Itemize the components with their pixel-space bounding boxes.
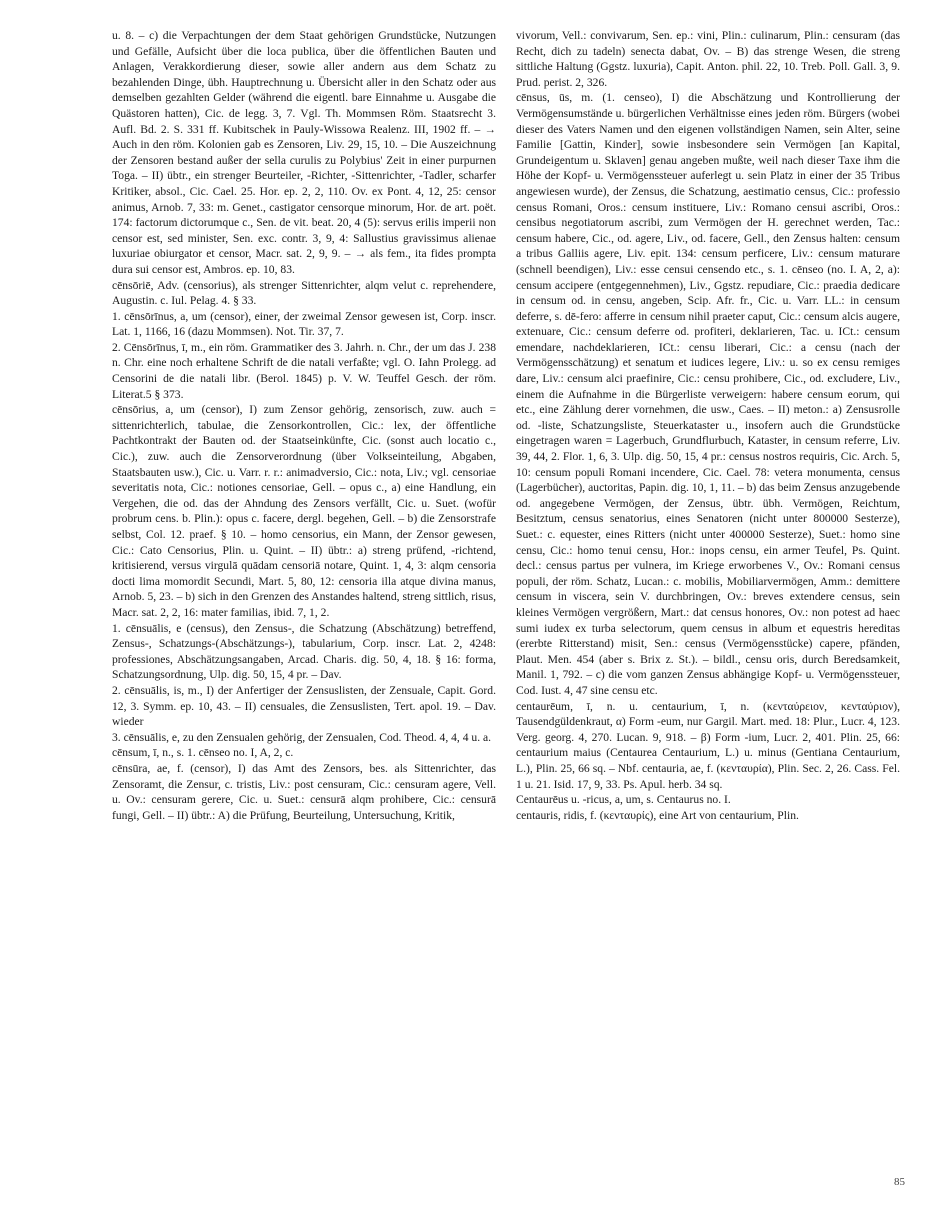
entry-censualis-3: 3. cēnsuālis, e, zu den Zensualen gehörig, der Zensualen, Cod. Theod. 4, 4, 4 u. a. [112,730,492,744]
entry-censura: cēnsūra, ae, f. (censor), I) das Amt des Zensors, bes. als Sittenrichter, das Zensoramt, die Zensur, c. tristis, Liv.: post censuram, Cic.: censuram agere, Vell. u. Ov.: censuram gerere, Cic. u. Suet.: censurā alqm prohibere, Cic.: censurā fungi, Gell. – II) übtr.: A) die Prüfung, Beurteilung, Untersuchung, Kritik, [112,761,496,822]
entry-censualis-2: 2. cēnsuālis, is, m., I) der Anfertiger der Zensuslisten, der Zensuale, Capit. Gord. 12, 3. Symm. ep. 10, 43. – II) censuales, die Zensuslisten, Tert. apol. 19. – Dav. wieder [112,683,496,729]
entry-censualis-1: 1. cēnsuālis, e (census), den Zensus-, die Schatzung (Abschätzung) betreffend, Zensus-, Schatzungs-(Abschätzungs-), tabularium, Corp. inscr. Lat. 2, 4248: professiones, Abschätzungsangaben, Arcad. Charis. dig. 50, 4, 18. § 16: forma, Schatzungsordnung, Ulp. dig. 50, 15, 4 pr. – Dav. [112,621,496,682]
entry-censor-continued: u. 8. – c) die Verpachtungen der dem Staat gehörigen Grundstücke, Nutzungen und Gefälle, Aufsicht über die loca publica, über die öffentlichen Bauten und Anlagen, Verakkordierung dieser, sowie aller andern aus dem Schatz zu bezahlenden Dinge, übh. Hauptrechnung u. Übersicht aller in den Schatz oder aus demselben gezahlten Gelder (während die eigentl. bare Einnahme u. Ausgabe die Quästoren hatten), Cic. de legg. 3, 7. Vgl. Th. Mommsen Röm. Staatsrecht 3. Aufl. Bd. 2. S. 331 ff. Kubitschek in Pauly-Wissowa Realenz. III, 1902 ff. – → Auch in den röm. Kolonien gab es Zensoren, Liv. 29, 15, 10. – Die Auszeichnung der Zensoren bestand außer der sella curulis zu Polybius' Zeit in einer purpurnen Toga. – II) übtr., ein strenger Beurteiler, -Richter, -Sittenrichter, -Tadler, scharfer Kritiker, absol., Cic. Cael. 25. Hor. ep. 2, 2, 110. Ov. ex Pont. 4, 12, 25: censor animus, Arnob. 7, 33: m. Genet., castigator censorque minorum, Hor. de art. poët. 174: factorum dictorumque c., Sen. de vit. beat. 20, 4 (5): servus erilis imperii non censor est, sed minister, Sen. exc. contr. 3, 9, 4: Sallustius gravissimus alienae luxuriae obiurgator et censor, Macr. sat. 2, 9, 9. – → als fem., ita fides prompta dura sui censor est, Ambros. ep. 10, 83. [112,29,496,276]
entry-censura-continued: vivorum, Vell.: convivarum, Sen. ep.: vini, Plin.: culinarum, Plin.: censuram (das Recht, dich zu tadeln) senecta dabat, Ov. – B) das strenge Wesen, die streng sittliche Haltung (Ggstz. luxuria), Capit. Anton. phil. 22, 10. Treb. Poll. Gall. 3, 9. Prud. perist. 2, 326. [516,29,900,89]
left-column [112,28,496,1178]
entry-centaureus: Centaurēus u. -ricus, a, um, s. Centaurus no. I. [516,793,731,807]
entry-censorinus-2: 2. Cēnsōrīnus, ī, m., ein röm. Grammatiker des 3. Jahrh. n. Chr., der um das J. 238 n. Chr. eine noch erhaltene Schrift de die natali verfaßte; vgl. O. Iahn Prolegg. ad Censorini de die natali libr. (Berol. 1845) p. V. W. Teuffel Gesch. der röm. Literat.5 § 373. [112,340,496,401]
entry-census: cēnsus, ūs, m. (1. censeo), I) die Abschätzung und Kontrollierung der Vermögensumstände u. bürgerlichen Verhältnisse eines jeden röm. Bürgers (wobei dieser des Vaters Namen und den eigenen vollständigen Namen, sein Alter, seine Familie [Gattin, Kinder], sowie insbesondere sein Vermögen [an Kapital, Grundeigentum u. Sklaven] genau angeben mußte, weil nach dieser Taxe ihm die Höhe der Kopf- u. Vermögenssteuer auferlegt u. sein Platz in einer der 35 Tribus angewiesen wurde), der Zensus, die Schatzung, aestimatio census, Cic.: professio census Romani, Oros.: censum instituere, Liv.: Romano censui ascribi, Oros.: censibus negotiatorum ascribi, zum Vermögen der H. gerechnet werden, Tac.: censum habere, Cic., od. agere, Liv., od. facere, Gell., den Zensus halten: censum a tribus Galliis agere, Liv. epit. 134: censum perficere, Liv.: censum maturare (schnell beendigen), Liv.: esse censui censendo etc., s. 1. cēnseo (no. I. A, 2, a): censum accipere (entgegennehmen), Liv., Ggstz. repudiare, Cic.: praedia dedicare in censum od. in censu, angeben, Scip. Afr. fr., Cic. u. Varr. LL.: in censum deferre, s. dē-fero: afferre in censum nihil praeter caput, Cic.: censum alcis augere, extenuare, Cic.: censum deferre od. profiteri, deklarieren, Tac. u. ICt.: censum emendare, nachdeklarieren, ICt.: censu liberari, Cic.: a censu (nach der Vermögensschätzung) et senatum et iudices legere, Liv.: u. so ex censu remiges dare, Liv.: censum alci praefinire, Cic.: censu prohibere, Cic., od. excludere, Liv., einem die Aufnahme in die Bürgerliste verweigern: habere censum eorum, qui etc., eine Zählung derer vornehmen, die usw., Caes. – II) meton.: a) Zensusrolle od. -liste, Schatzungsliste, Steuerkataster u., insofern auch die Grundstücke eingetragen waren = Lagerbuch, Grundflurbuch, Kataster, in censum referre, Liv. 39, 44, 2. Flor. 1, 6, 3. Ulp. dig. 50, 15, 4 pr.: census nostros requiris, Cic. Arch. 5, 10: censum populi Romani incendere, Cic. Cael. 78: vetera monumenta, census (Lagerbücher), auctoritas, Papin. dig. 10, 1, 11. – b) das beim Zensus anzugebende od. angegebene Vermögen, der Zensus, übtr. übh. Vermögen, Reichtum, Besitztum, census senatorius, eines Senatoren (nicht unter 800000 Sesterze), Suet.: c. equester, eines Ritters (nicht unter 400000 Sesterze), Suet.: homo sine censu, Cic.: homo tenui censu, Hor.: inops censu, ein armer Teufel, Ps. Quint. decl.: census partus per vulnera, im Kriege erworbenes V., Ov.: Romani census populi, der röm. Schatz, Lucan.: c. mobilis, Mobiliarvermögen, Amm.: demittere censum in viscera, sein V. durchbringen, Ov.: breves extendere census, sein kleines Vermögen vergrößern, Mart.: dat census honores, Ov.: non potest ad haec sumi iudex ex turba selectorum, quem census in album et equestris hereditas (ererbte Ritterstand) misit, Sen.: census (Vermögensstücke) capere, pfänden, Plaut. Men. 454 (aber s. Brix z. St.). – bildl., censu oris, durch Beredsamkeit, Manil. 1, 792. – c) die vom ganzen Zensus abhängige Kopf- u. Vermögenssteuer, Cod. Iust. 4, 47 sine censu etc. [516,91,900,697]
entry-censorie: cēnsōriē, Adv. (censorius), als strenger Sittenrichter, alqm velut c. reprehendere, Augustin. c. Iul. Pelag. 4. § 33. [112,278,496,308]
entry-censum: cēnsum, ī, n., s. 1. cēnseo no. I, A, 2, c. [112,746,294,760]
entry-centaureum: centaurēum, ī, n. u. centaurium, ī, n. (κενταύρειον, κενταύριον), Tausendgüldenkraut, α) Form -eum, nur Gargil. Mart. med. 18: Plur., Lucr. 4, 123. Verg. georg. 4, 270. Lucan. 9, 918. – β) Form -ium, Lucr. 2, 401. Plin. 25, 66: centaurium maius (Centaurea Centaurium, L.) u. minus (Gentiana Centaurium, L.), Plin. 25, 66 sq. – Nbf. centauria, ae, f. (κενταυρία), Plin. Sec. 2, 26. Cass. Fel. 1 u. 21. Isid. 17, 9, 33. Ps. Apul. herb. 34 sq. [516,699,900,791]
entry-centauris: centauris, ridis, f. (κενταυρίς), eine Art von centaurium, Plin. [516,808,799,822]
entry-censorius: cēnsōrius, a, um (censor), I) zum Zensor gehörig, zensorisch, zuw. auch = sittenrichterlich, tabulae, die Zensorkontrollen, Cic.: lex, der öffentliche Pachtkontrakt der Bauten od. der Staatseinkünfte, Cic. (sonst auch locatio c., Cic.), zuw. auch die Zensorverordnung (über Volkseinteilung, Abgaben, Staatsbauten usw.), Cic. u. Varr. r. r.: animadversio, Cic.: nota, Liv.; vgl. censoriae severitatis nota, Cic.: notiones censoriae, Gell. – opus c., a) eine Handlung, ein Vergehen, die od. das der Ahndung des Zensors verfällt, Cic. u. Suet. (wofür probrum cens. b. Plin.): opus c. facere, dergl. begehen, Gell. – b) die Zensorstrafe selbst, Col. 12. praef. § 10. – homo censorius, ein Mann, der Zensor gewesen, Cic.: Cato Censorius, Plin. u. Quint. – II) übtr.: a) streng prüfend, -richtend, kritisierend, versus virgulā quādam censoriā notare, Quint. 1, 4, 3: alqm censoria docti lima momordit Secundi, Mart. 5, 80, 12: censoria illa atque divina manus, Arnob. 5, 23. – b) sich in den Grenzen des Anstandes haltend, streng sittlich, risus, Macr. sat. 2, 2, 16: mater familias, ibid. 7, 1, 2. [112,403,496,619]
right-column [516,28,900,1178]
page-number: 85 [894,1176,905,1188]
entry-censorinus-1: 1. cēnsōrīnus, a, um (censor), einer, der zweimal Zensor gewesen ist, Corp. inscr. Lat. 1, 1166, 16 (dazu Mommsen). Not. Tir. 37, 7. [112,309,496,339]
